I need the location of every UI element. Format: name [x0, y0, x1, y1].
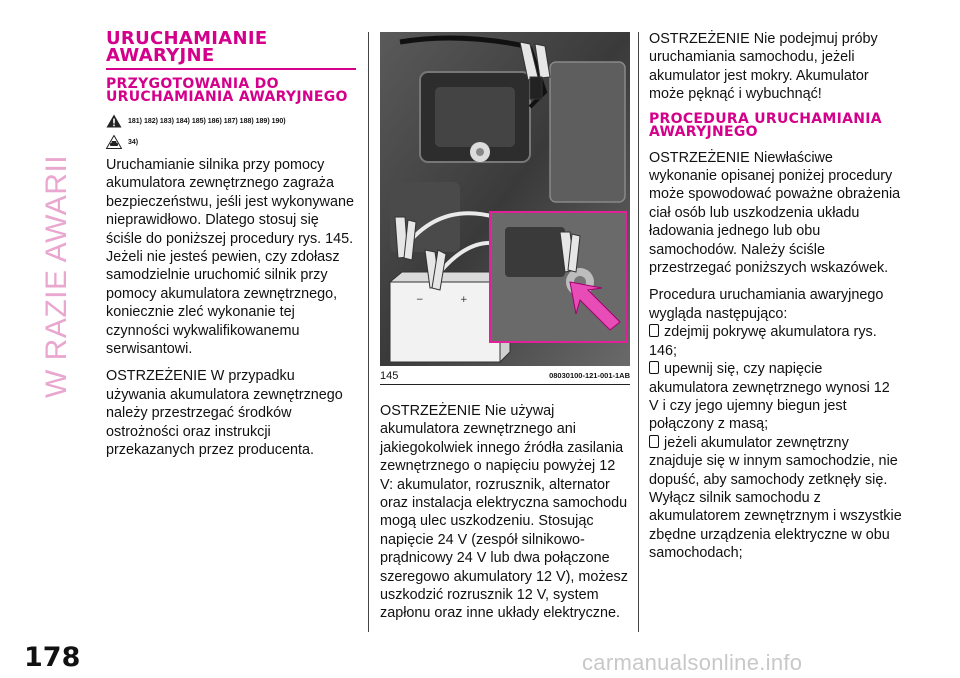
figure-caption-rule — [380, 384, 630, 385]
watermark: carmanualsonline.info — [582, 650, 803, 675]
paragraph: OSTRZEŻENIE Nie używaj akumulatora zewnętrznego ani jakiegokolwiek innego źródła zasilania zewnętrznego o napięciu powyżej 12 V: akumulator, rozrusznik, alternator oraz instalacja elektryczna samochodu mogą ulec uszkodzeniu. Stosując napięcie 24 V (zespół silnikowo-prądnicowy 24 V lub dwa połączone szeregowo akumulatory 12 V), możesz uszkodzić rozrusznik 12 V, system zapłonu oraz inne układy elektryczne. — [380, 403, 628, 622]
subsection-heading: PRZYGOTOWANIA DO URUCHAMIANIA AWARYJNEGO — [106, 76, 348, 105]
warning-triangle-icon — [106, 114, 122, 128]
bullet-square-icon — [649, 361, 659, 374]
paragraph: OSTRZEŻENIE Nie podejmuj próby uruchamiania samochodu, jeżeli akumulator jest mokry. Akumulator może pęknąć i wybuchnąć! — [649, 31, 878, 103]
section-heading: URUCHAMIANIE AWARYJNE — [106, 28, 268, 66]
svg-text:−: − — [416, 295, 424, 305]
paragraph: OSTRZEŻENIE W przypadku używania akumulatora zewnętrznego należy przestrzegać środków ostrożności oraz instrukcji przekazanych przez producenta. — [106, 368, 343, 459]
page-number: 178 — [24, 642, 81, 673]
bullet-square-icon — [649, 435, 659, 448]
column-divider — [368, 32, 369, 632]
caution-car-icon — [106, 135, 122, 149]
figure-number: 145 — [380, 370, 399, 382]
svg-text:+: + — [460, 295, 468, 305]
section-heading: PROCEDURA URUCHAMIANIA AWARYJNEGO — [649, 110, 882, 140]
warning-refs-row — [106, 114, 358, 128]
list-item-text: zdejmij pokrywę akumulatora rys. 146; — [649, 324, 877, 359]
column-left — [106, 30, 358, 469]
column-right — [649, 30, 903, 563]
figure-code: 08030100-121-001-1AB — [549, 371, 630, 380]
bullet-square-icon — [649, 324, 659, 337]
paragraph: Procedura uruchamiania awaryjnego wygląda następująco: — [649, 287, 884, 322]
list-item-text: upewnij się, czy napięcie akumulatora zewnętrznego wynosi 12 V i czy jego ujemny biegun jest połączony z masą; — [649, 361, 890, 433]
column-middle — [380, 402, 632, 632]
list-item-text: jeżeli akumulator zewnętrzny znajduje się w innym samochodzie, nie dopuść, aby samochody zetknęły się. Wyłącz silnik samochodu z akumulatorem zewnętrznym i wszystkie zbędne urządzenia elektryczne w obu samochodach; — [649, 434, 902, 562]
warning-refs: 181) 182) 183) 184) 185) 186) 187) 188) 189) 190) — [128, 117, 286, 125]
chapter-side-title: W RAZIE AWARII — [40, 154, 73, 398]
caution-refs-row — [106, 135, 358, 149]
list-item — [649, 360, 903, 434]
paragraph: OSTRZEŻENIE Niewłaściwe wykonanie opisanej poniżej procedury może spowodować poważne obrażenia ciał osób lub uszkodzenia układu ładowania jednego lub obu samochodów. Należy ściśle przestrzegać poniższych wskazówek. — [649, 149, 901, 277]
caution-refs: 34) — [128, 138, 139, 146]
list-item — [649, 434, 903, 563]
figure-jump-start-illustration — [380, 32, 630, 366]
paragraph: Uruchamianie silnika przy pomocy akumulatora zewnętrznego zagraża bezpieczeństwu, jeśli jest wykonywane nieprawidłowo. Dlatego stosuj się ściśle do poniższej procedury rys. 145. Jeżeli nie jesteś pewien, czy zdołasz samodzielnie uruchomić silnik przy pomocy akumulatora zewnętrznego, koniecznie zleć wykonanie tej czynności wykwalifikowanemu serwisantowi. — [106, 157, 354, 358]
column-divider — [638, 32, 639, 632]
list-item — [649, 323, 903, 360]
heading-rule — [106, 68, 356, 70]
